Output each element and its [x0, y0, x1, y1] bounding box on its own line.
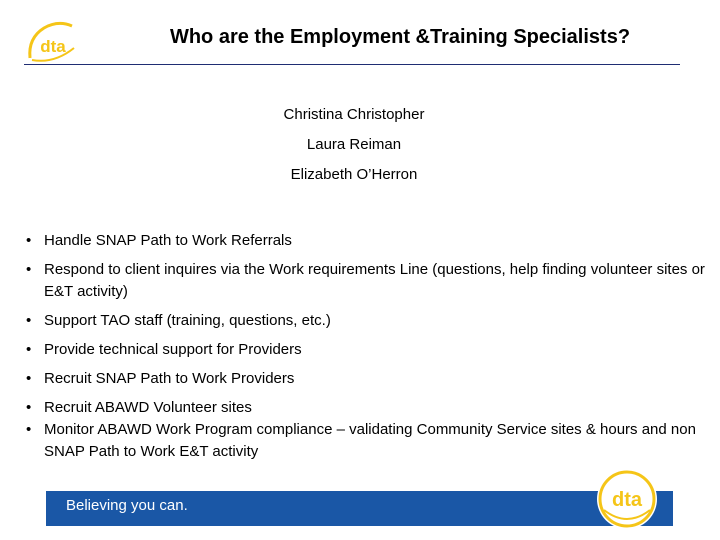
responsibility-list — [26, 230, 716, 470]
list-item-text: Respond to client inquires via the Work requirements Line (questions, help finding volunteer sites or E&T activity) — [44, 261, 705, 300]
specialist-name: Elizabeth O’Herron — [290, 166, 418, 183]
list-item-text: Recruit SNAP Path to Work Providers — [44, 370, 295, 387]
specialist-names — [214, 100, 494, 190]
bullet-icon: • — [26, 261, 32, 278]
list-item — [26, 259, 716, 303]
footer-logo-text: dta — [612, 489, 642, 511]
list-item-text: Support TAO staff (training, questions, etc.) — [44, 312, 331, 329]
bullet-icon: • — [26, 399, 32, 416]
page-title: Who are the Employment &Training Specialists? — [169, 26, 631, 48]
dta-logo-icon — [24, 18, 80, 64]
list-item-text: Recruit ABAWD Volunteer sites — [44, 399, 252, 416]
list-item — [26, 397, 716, 419]
list-item — [26, 339, 716, 361]
logo-text: dta — [40, 37, 66, 56]
list-item — [26, 419, 716, 463]
list-item — [26, 230, 716, 252]
list-item — [26, 368, 716, 390]
bullet-icon: • — [26, 232, 32, 249]
bullet-icon: • — [26, 312, 32, 329]
specialist-name: Christina Christopher — [283, 106, 425, 123]
specialist-name: Laura Reiman — [306, 136, 402, 153]
list-item-text: Monitor ABAWD Work Program compliance – validating Community Service sites & hours and non SNAP Path to Work E&T activity — [44, 421, 696, 460]
bullet-icon: • — [26, 370, 32, 387]
list-item-text: Handle SNAP Path to Work Referrals — [44, 232, 292, 249]
list-item-text: Provide technical support for Providers — [44, 341, 302, 358]
list-item — [26, 310, 716, 332]
dta-circle-logo-icon — [594, 466, 660, 532]
bullet-icon: • — [26, 341, 32, 358]
bullet-icon: • — [26, 421, 32, 438]
footer-tagline: Believing you can. — [66, 497, 188, 514]
title-divider — [24, 64, 680, 65]
